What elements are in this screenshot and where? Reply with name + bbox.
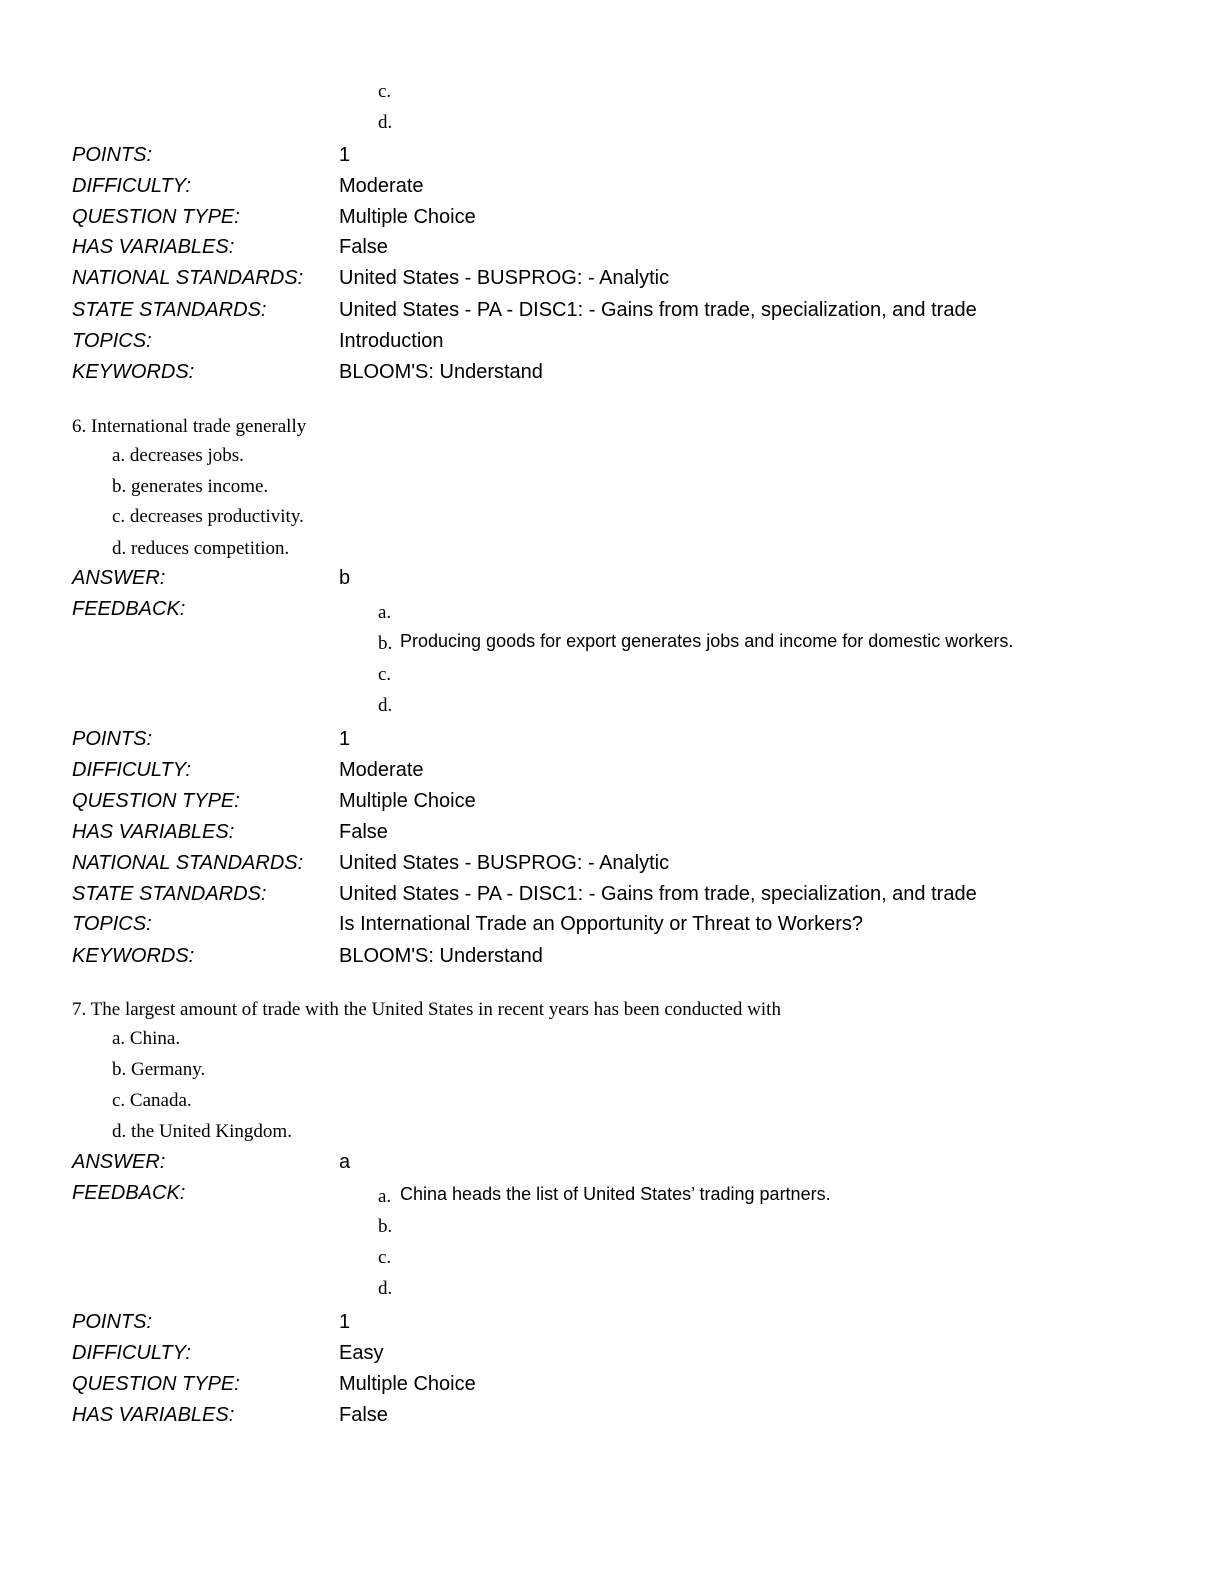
answer-label: ANSWER: — [72, 567, 166, 589]
meta-value: Multiple Choice — [339, 206, 476, 228]
meta-label: POINTS: — [72, 144, 153, 166]
meta-value: Introduction — [339, 330, 444, 352]
meta-label: POINTS: — [72, 728, 153, 750]
feedback-letter: b. — [378, 633, 393, 654]
meta-label: KEYWORDS: — [72, 945, 195, 967]
meta-label: DIFFICULTY: — [72, 759, 191, 781]
meta-value: Moderate — [339, 175, 424, 197]
meta-label: STATE STANDARDS: — [72, 883, 267, 905]
meta-label: TOPICS: — [72, 330, 152, 352]
answer-option: b. generates income. — [112, 476, 269, 497]
meta-value: 1 — [339, 144, 351, 166]
meta-value: United States - PA - DISC1: - Gains from trade, specialization, and trade — [339, 883, 977, 905]
meta-label: DIFFICULTY: — [72, 1342, 191, 1364]
feedback-letter: a. — [378, 602, 392, 623]
meta-value: Easy — [339, 1342, 384, 1364]
meta-label: QUESTION TYPE: — [72, 1373, 240, 1395]
feedback-letter-c: c. — [378, 81, 392, 102]
answer-option: d. the United Kingdom. — [112, 1121, 292, 1142]
meta-value: 1 — [339, 728, 351, 750]
meta-value: Is International Trade an Opportunity or Threat to Workers? — [339, 913, 863, 935]
meta-value: BLOOM'S: Understand — [339, 945, 543, 967]
feedback-letter: b. — [378, 1216, 393, 1237]
meta-label: NATIONAL STANDARDS: — [72, 267, 304, 289]
meta-value: Multiple Choice — [339, 790, 476, 812]
feedback-letter: a. — [378, 1186, 392, 1207]
meta-value: United States - BUSPROG: - Analytic — [339, 267, 670, 289]
feedback-letter: d. — [378, 1278, 393, 1299]
meta-label: STATE STANDARDS: — [72, 299, 267, 321]
meta-label: HAS VARIABLES: — [72, 821, 235, 843]
meta-value: 1 — [339, 1311, 351, 1333]
answer-option: c. decreases productivity. — [112, 506, 304, 527]
feedback-letter-d: d. — [378, 112, 393, 133]
feedback-letter: c. — [378, 1247, 392, 1268]
answer-option: c. Canada. — [112, 1090, 192, 1111]
meta-label: POINTS: — [72, 1311, 153, 1333]
answer-option: a. China. — [112, 1028, 181, 1049]
meta-value: Multiple Choice — [339, 1373, 476, 1395]
meta-label: QUESTION TYPE: — [72, 790, 240, 812]
meta-label: HAS VARIABLES: — [72, 1404, 235, 1426]
answer-option: a. decreases jobs. — [112, 445, 244, 466]
meta-value: False — [339, 1404, 388, 1426]
meta-label: TOPICS: — [72, 913, 152, 935]
meta-label: KEYWORDS: — [72, 361, 195, 383]
meta-value: BLOOM'S: Understand — [339, 361, 543, 383]
answer-label: ANSWER: — [72, 1151, 166, 1173]
answer-value: a — [339, 1151, 351, 1173]
answer-value: b — [339, 567, 351, 589]
question-stem: 7. The largest amount of trade with the United States in recent years has been conducted with — [72, 999, 781, 1020]
answer-option: d. reduces competition. — [112, 538, 290, 559]
feedback-text: Producing goods for export generates jobs and income for domestic workers. — [400, 631, 1014, 651]
meta-value: United States - BUSPROG: - Analytic — [339, 852, 670, 874]
feedback-text: China heads the list of United States’ trading partners. — [400, 1184, 831, 1204]
meta-label: HAS VARIABLES: — [72, 236, 235, 258]
meta-label: DIFFICULTY: — [72, 175, 191, 197]
meta-label: NATIONAL STANDARDS: — [72, 852, 304, 874]
meta-value: False — [339, 821, 388, 843]
feedback-label: FEEDBACK: — [72, 1182, 186, 1204]
question-stem: 6. International trade generally — [72, 416, 307, 437]
meta-label: QUESTION TYPE: — [72, 206, 240, 228]
meta-value: False — [339, 236, 388, 258]
answer-option: b. Germany. — [112, 1059, 206, 1080]
meta-value: United States - PA - DISC1: - Gains from trade, specialization, and trade — [339, 299, 977, 321]
meta-value: Moderate — [339, 759, 424, 781]
feedback-label: FEEDBACK: — [72, 598, 186, 620]
feedback-letter: d. — [378, 695, 393, 716]
feedback-letter: c. — [378, 664, 392, 685]
